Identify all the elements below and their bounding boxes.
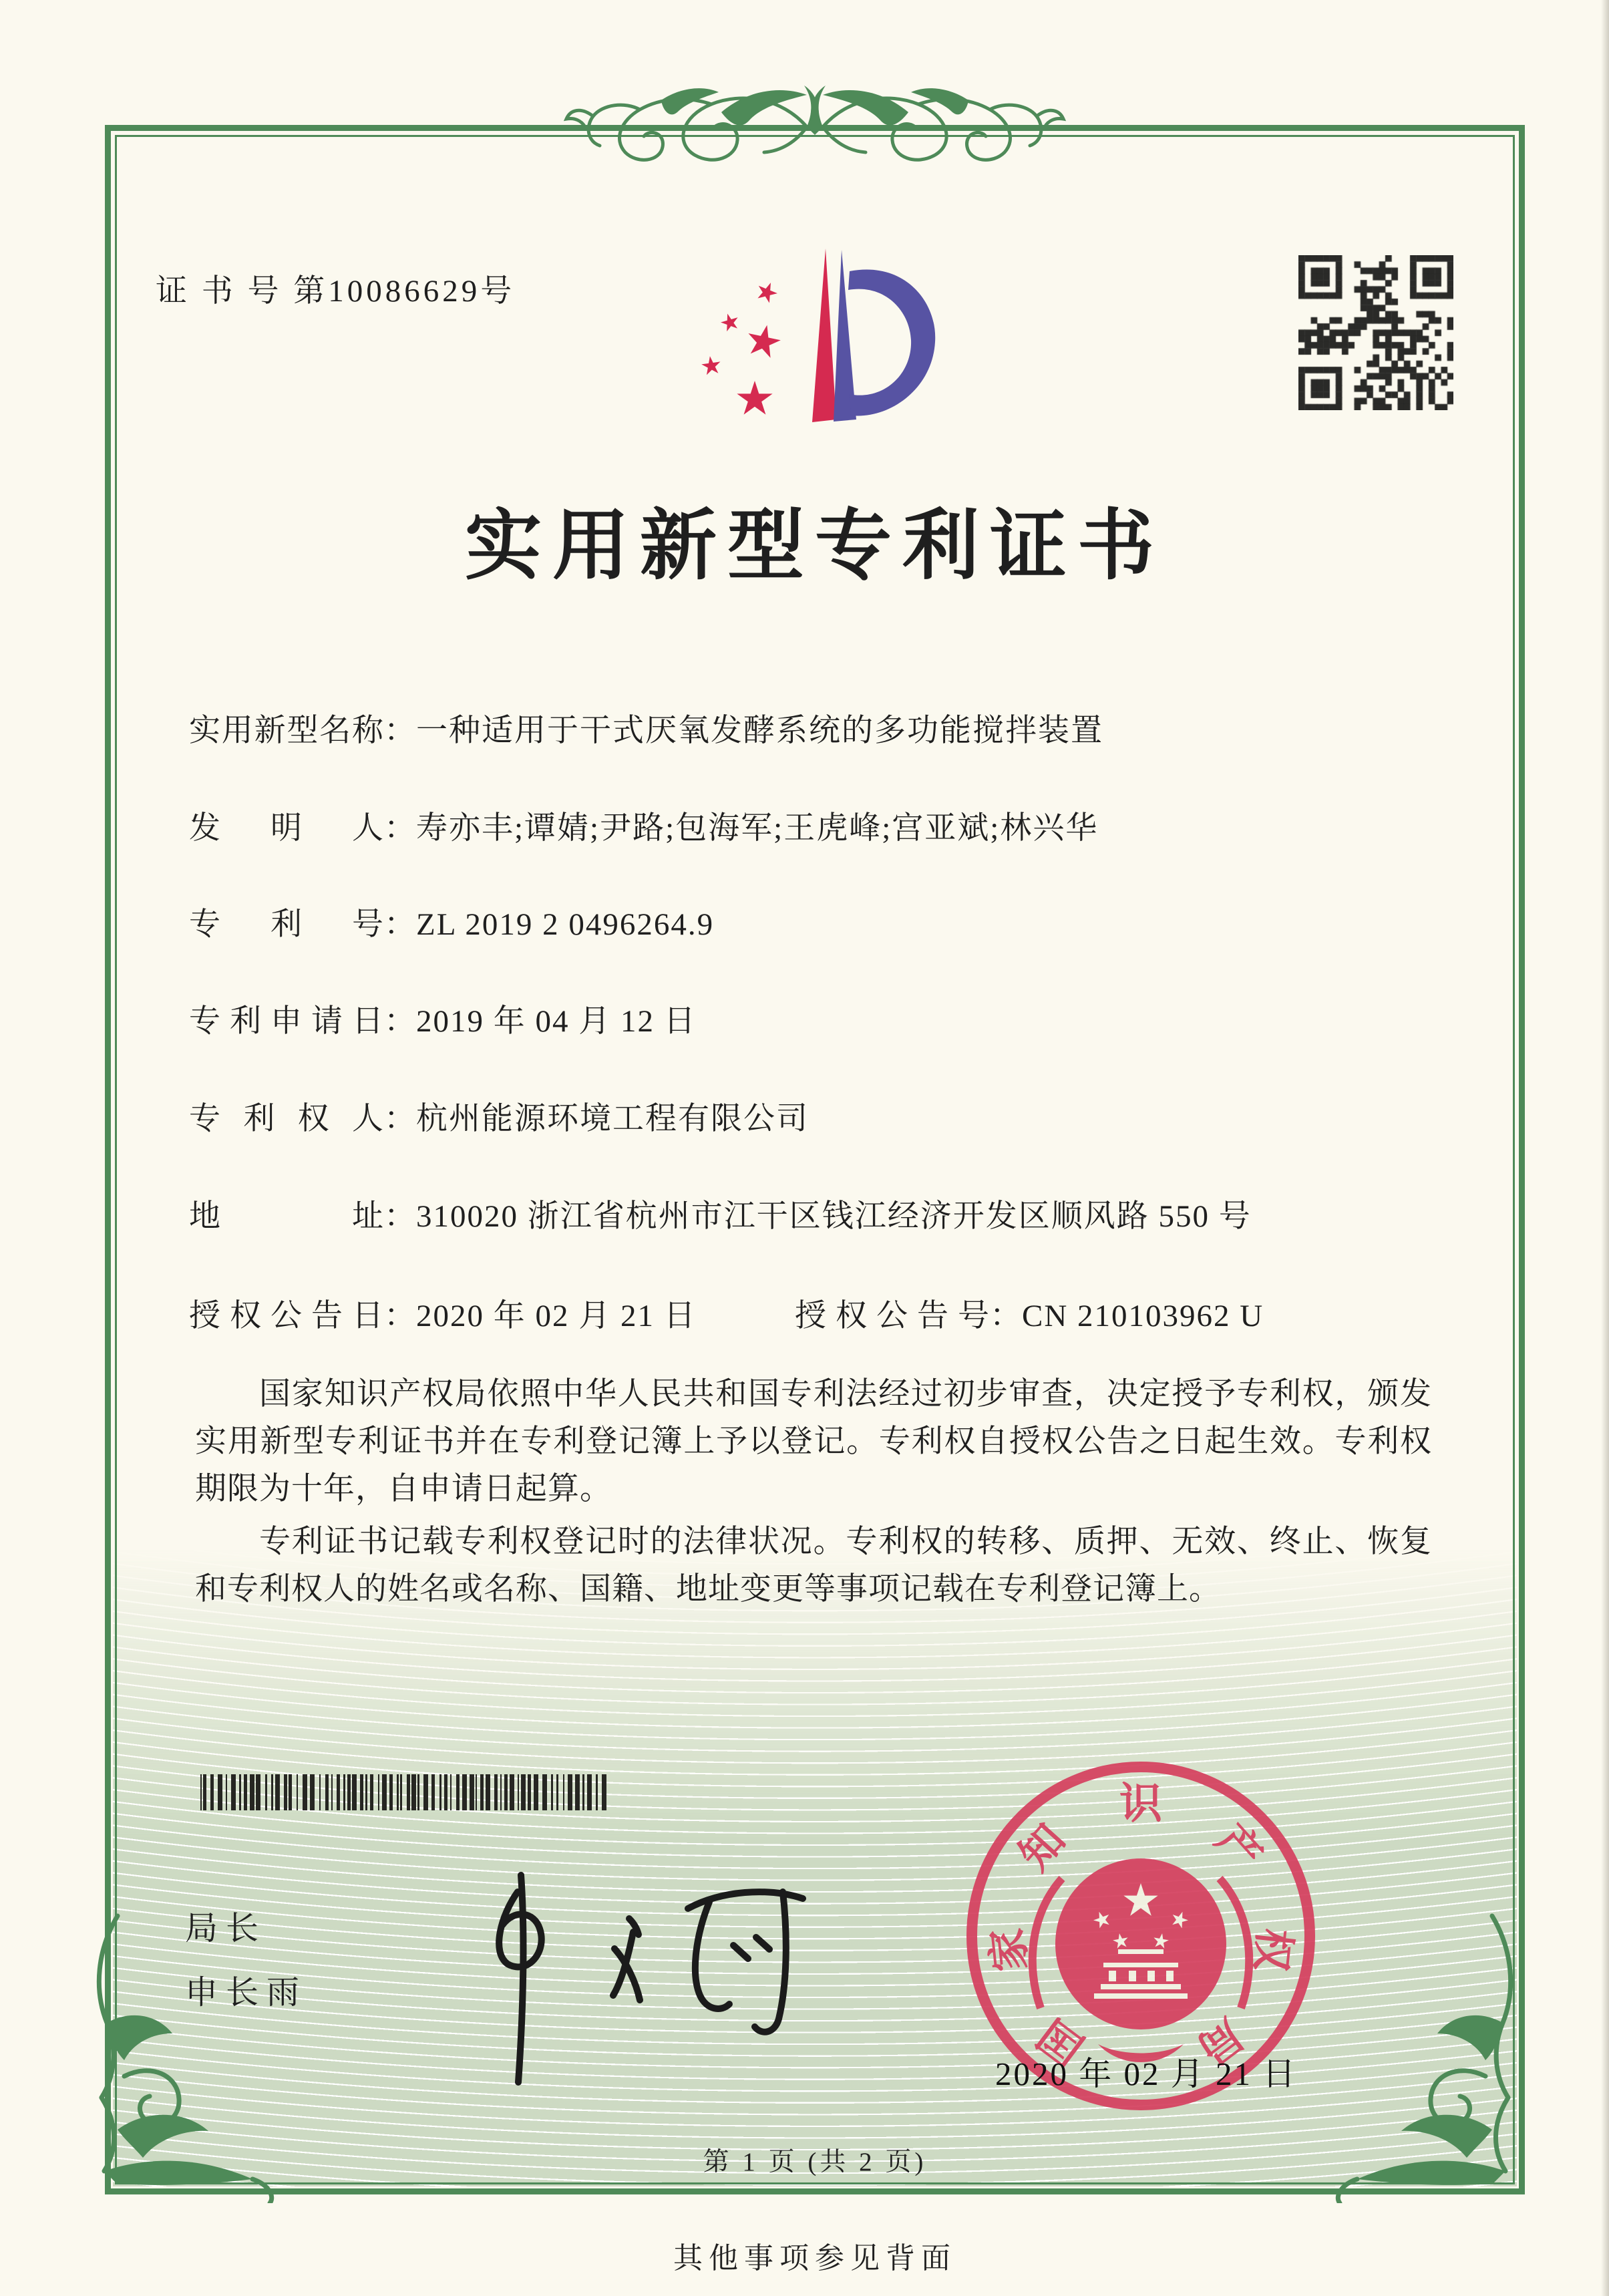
field-grant-number: 授权公告号：CN 210103962 U <box>795 1295 1264 1337</box>
field-value: 2020 年 02 月 21 日 <box>416 1299 697 1333</box>
field-label: 发明人 <box>189 811 384 846</box>
qr-code <box>1298 255 1453 410</box>
field-patent-number: 专利号：ZL 2019 2 0496264.9 <box>189 903 714 946</box>
certificate-title: 实用新型专利证书 <box>464 504 1165 589</box>
legal-paragraph-1: 国家知识产权局依照中华人民共和国专利法经过初步审查，决定授予专利权，颁发实用新型专利证书并在专利登记簿上予以登记。专利权自授权公告之日起生效。专利权期限为十年，自申请日起算。 <box>195 1377 1432 1506</box>
page-number: 第 1 页 (共 2 页) <box>703 2148 927 2176</box>
field-value: 2019 年 04 月 12 日 <box>416 1004 697 1039</box>
commissioner-name: 申长雨 <box>185 1974 308 2011</box>
seal-char: 产 <box>1207 1815 1271 1880</box>
field-value: CN 210103962 U <box>1022 1299 1264 1333</box>
field-value: ZL 2019 2 0496264.9 <box>416 907 715 942</box>
dragon-ornament <box>561 77 1069 178</box>
barcode <box>200 1774 609 1810</box>
seal-char: 局 <box>1189 2009 1252 2074</box>
field-value: 310020 浙江省杭州市江干区钱江经济开发区顺风路 550 号 <box>416 1199 1252 1234</box>
commissioner-signature <box>454 1852 842 2100</box>
field-value: 寿亦丰;谭婧;尹路;包海军;王虎峰;宫亚斌;林兴华 <box>416 811 1099 846</box>
field-patentee: 专利权人：杭州能源环境工程有限公司 <box>189 1098 809 1140</box>
field-label: 授权公告号 <box>795 1299 990 1333</box>
certificate-number: 证 书 号 第10086629号 <box>156 274 516 309</box>
field-label: 授权公告日 <box>189 1299 384 1333</box>
seal-char: 知 <box>1011 1815 1075 1880</box>
field-label: 地址 <box>189 1199 384 1234</box>
field-label: 专利申请日 <box>189 1004 384 1039</box>
seal-char: 家 <box>983 1926 1035 1974</box>
cnipa-logo <box>681 240 942 441</box>
field-address: 地址：310020 浙江省杭州市江干区钱江经济开发区顺风路 550 号 <box>189 1195 1252 1238</box>
seal-char: 权 <box>1246 1926 1298 1974</box>
scan-edge-shadow <box>1601 0 1609 2296</box>
field-filing-date: 专利申请日：2019 年 04 月 12 日 <box>189 1000 697 1043</box>
seal-date: 2020 年 02 月 21 日 <box>995 2056 1298 2092</box>
field-value: 杭州能源环境工程有限公司 <box>416 1102 809 1136</box>
seal-char: 识 <box>1119 1780 1162 1828</box>
field-label: 专利权人 <box>189 1102 384 1136</box>
field-label: 实用新型名称 <box>189 713 384 748</box>
seal-char: 国 <box>1029 2009 1093 2074</box>
commissioner-title: 局长 <box>185 1910 267 1947</box>
legal-paragraph-2: 专利证书记载专利权登记时的法律状况。专利权的转移、质押、无效、终止、恢复和专利权人的姓名或名称、国籍、地址变更等事项记载在专利登记簿上。 <box>195 1524 1432 1607</box>
back-side-note: 其他事项参见背面 <box>673 2242 956 2275</box>
legal-text <box>195 1371 1432 1613</box>
field-grant-date: 授权公告日：2020 年 02 月 21 日 <box>189 1295 697 1337</box>
field-inventors: 发明人：寿亦丰;谭婧;尹路;包海军;王虎峰;宫亚斌;林兴华 <box>189 807 1098 850</box>
field-label: 专利号 <box>189 907 384 942</box>
field-value: 一种适用于干式厌氧发酵系统的多功能搅拌装置 <box>416 713 1103 748</box>
field-utility-model-name: 实用新型名称：一种适用于干式厌氧发酵系统的多功能搅拌装置 <box>189 709 1103 752</box>
